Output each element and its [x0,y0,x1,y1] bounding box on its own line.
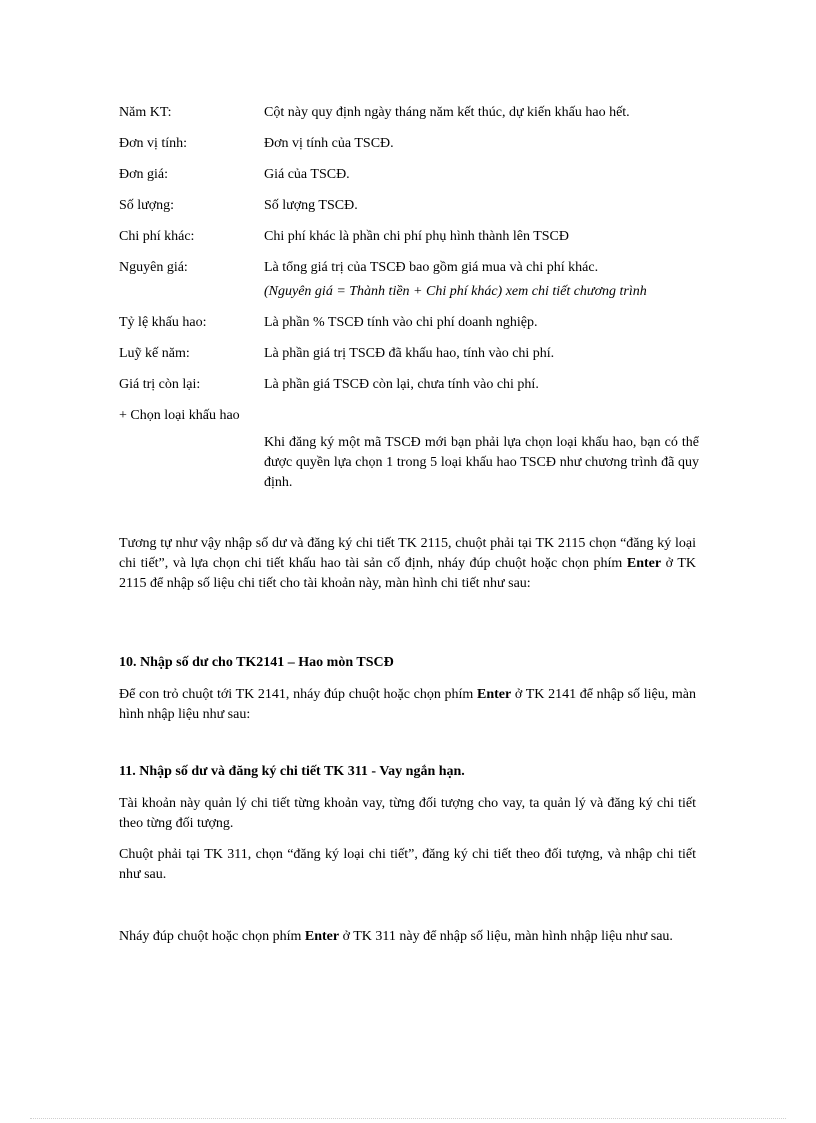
page-bottom-divider [30,1118,786,1119]
enter-key-label: Enter [476,687,512,702]
chon-loai-khau-hao-body: Khi đăng ký một mã TSCĐ mới bạn phải lựa chọn loại khấu hao, bạn có thể được quyền lựa chọn 1 trong 5 loại khấu hao TSCĐ như chương trình đã quy định. [264,435,699,490]
chon-loai-khau-hao-title: + Chọn loại khấu hao [119,408,240,423]
definition-term: Giá trị còn lại: [119,377,201,392]
definition-term: Đơn giá: [119,167,169,182]
definition-list [119,104,699,493]
definition-term: Chi phí khác: [119,229,195,244]
text-span: Nháy đúp chuột hoặc chọn phím [119,929,305,944]
definition-row [119,166,699,184]
definition-term: Tỷ lệ khấu hao: [119,315,207,330]
nguyen-gia-note: (Nguyên giá = Thành tiền + Chi phí khác) xem chi tiết chương trình [264,284,647,299]
paragraph-tk2115 [119,534,696,594]
text-span: ở TK 311 này để nhập số liệu, màn hình nhập liệu như sau. [339,929,673,944]
section-11-heading: 11. Nhập số dư và đăng ký chi tiết TK 311 - Vay ngắn hạn. [119,764,465,779]
definition-term: Đơn vị tính: [119,136,188,151]
definition-row [119,228,699,246]
definition-row [119,314,699,332]
text-span: Để con trỏ chuột tới TK 2141, nháy đúp chuột hoặc chọn phím [119,687,477,702]
definition-desc: Cột này quy định ngày tháng năm kết thúc, dự kiến khấu hao hết. [264,105,630,120]
definition-desc: Là phần giá trị TSCĐ đã khấu hao, tính vào chi phí. [264,346,555,361]
definition-row [119,259,699,277]
definition-desc: Là tổng giá trị của TSCĐ bao gồm giá mua và chi phí khác. [264,260,599,275]
text-span: Tương tự như vậy nhập số dư và đăng ký chi tiết TK 2115, chuột phải tại TK 2115 chọn “đăng ký loại chi tiết”, và lựa chọn chi tiết khấu hao tài sản cố định, nháy đúp chuột hoặc chọn phím [119,536,696,571]
definition-term: Nguyên giá: [119,260,188,275]
definition-row [119,135,699,153]
paragraph-section-11-1: Tài khoản này quản lý chi tiết từng khoản vay, từng đối tượng cho vay, ta quản lý và đăng ký chi tiết theo từng đối tượng. [119,796,696,831]
text-span: ở TK 2141 để nhập số liệu, màn hình nhập liệu như sau: [119,687,696,722]
definition-row [119,104,699,122]
definition-term: Năm KT: [119,105,172,120]
paragraph-section-11-3 [119,927,696,947]
definition-row [119,345,699,363]
enter-key-label: Enter [304,929,340,944]
section-10-heading: 10. Nhập số dư cho TK2141 – Hao mòn TSCĐ [119,655,394,670]
definition-desc: Giá của TSCĐ. [264,167,350,182]
definition-row [119,197,699,215]
paragraph-section-10 [119,685,696,725]
definition-term: Luỹ kế năm: [119,346,190,361]
definition-term: Số lượng: [119,198,175,213]
enter-key-label: Enter [626,556,662,571]
definition-desc: Số lượng TSCĐ. [264,198,358,213]
text-span: ở TK 2115 để nhập số liệu chi tiết cho tài khoản này, màn hình chi tiết như sau: [119,556,697,591]
paragraph-section-11-2: Chuột phải tại TK 311, chọn “đăng ký loại chi tiết”, đăng ký chi tiết theo đối tượng, và nhập chi tiết như sau. [119,847,696,882]
definition-row [119,376,699,394]
definition-desc: Là phần giá TSCĐ còn lại, chưa tính vào chi phí. [264,377,539,392]
definition-desc: Đơn vị tính của TSCĐ. [264,136,394,151]
definition-desc: Là phần % TSCĐ tính vào chi phí doanh nghiệp. [264,315,538,330]
definition-desc: Chi phí khác là phần chi phí phụ hình thành lên TSCĐ [264,229,569,244]
